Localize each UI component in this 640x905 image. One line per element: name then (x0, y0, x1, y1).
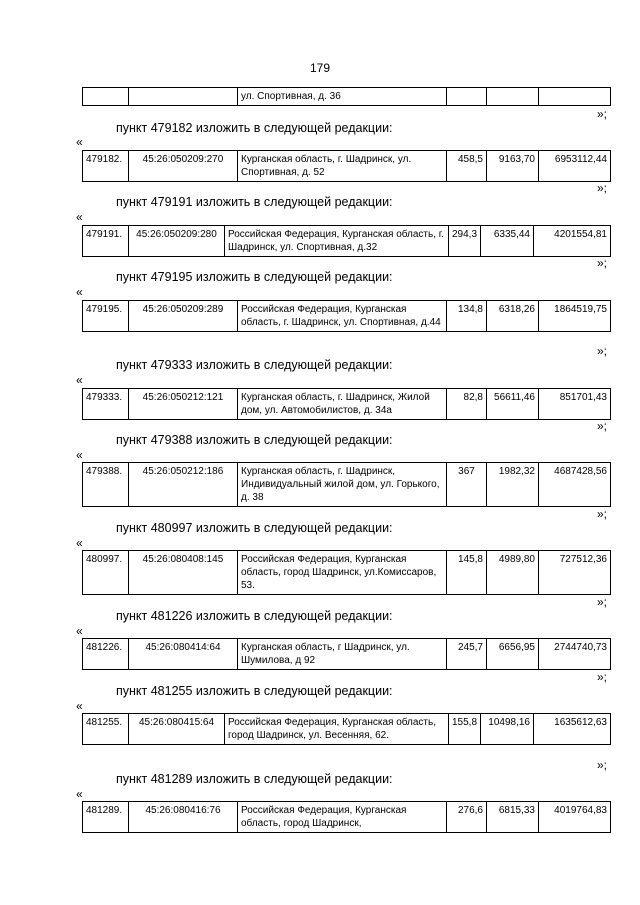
table-row (83, 151, 611, 182)
cell-value: 4201554,81 (534, 226, 611, 257)
cell-area: 458,5 (447, 151, 487, 182)
record-table (82, 388, 611, 420)
table-row (83, 389, 611, 420)
record-table (82, 300, 611, 332)
cell-number: 481255. (83, 714, 129, 745)
cell-area: 145,8 (447, 551, 487, 595)
cell-cadastral: 45:26:080415:64 (129, 714, 225, 745)
cell-address: Курганская область, г. Шадринск, Жилой дом, ул. Автомобилистов, д. 34а (238, 389, 447, 420)
table-row (83, 639, 611, 670)
closing-quote: »; (597, 181, 608, 195)
cell-number: 481289. (83, 802, 129, 833)
table-row (83, 301, 611, 332)
cell-area: 294,3 (449, 226, 481, 257)
cell-rate: 6318,26 (487, 301, 539, 332)
section-instruction: пункт 479195 изложить в следующей редакции: (116, 270, 393, 284)
closing-quote: »; (597, 256, 608, 270)
opening-quote: « (76, 210, 83, 224)
opening-quote: « (76, 285, 83, 299)
section-instruction: пункт 481226 изложить в следующей редакции: (116, 609, 393, 623)
cell-rate: 9163,70 (487, 151, 539, 182)
cell-rate: 10498,16 (481, 714, 534, 745)
cell-area: 245,7 (447, 639, 487, 670)
record-table (82, 462, 611, 507)
cell-area: 367 (447, 463, 487, 507)
cell-number: 479333. (83, 389, 129, 420)
section-instruction: пункт 481289 изложить в следующей редакции: (116, 772, 393, 786)
closing-quote: »; (597, 107, 608, 121)
cell-value: 851701,43 (539, 389, 611, 420)
cell-value: 1635612,63 (534, 714, 611, 745)
table-row (83, 88, 611, 106)
table-row (83, 226, 611, 257)
cell-address: Курганская область, г. Шадринск, Индивидуальный жилой дом, ул. Горького, д. 38 (238, 463, 447, 507)
cell-number: 479182. (83, 151, 129, 182)
cell-number: 480997. (83, 551, 129, 595)
cell-number: 479191. (83, 226, 129, 257)
record-table (82, 638, 611, 670)
cell-value (539, 88, 611, 106)
opening-quote: « (76, 699, 83, 713)
cell-value: 727512,36 (539, 551, 611, 595)
section-instruction: пункт 479388 изложить в следующей редакции: (116, 433, 393, 447)
cell-number: 479388. (83, 463, 129, 507)
cell-rate: 56611,46 (487, 389, 539, 420)
cell-rate: 6815,33 (487, 802, 539, 833)
cell-address: ул. Спортивная, д. 36 (238, 88, 447, 106)
page-number: 179 (309, 61, 331, 75)
closing-quote: »; (597, 507, 608, 521)
cell-number: 481226. (83, 639, 129, 670)
cell-address: Российская Федерация, Курганская область, г. Шадринск, ул. Спортивная, д.44 (238, 301, 447, 332)
opening-quote: « (76, 373, 83, 387)
cell-address: Курганская область, г Шадринск, ул. Шумилова, д 92 (238, 639, 447, 670)
cell-area (447, 88, 487, 106)
cell-address: Российская Федерация, Курганская область, город Шадринск, (238, 802, 447, 833)
section-instruction: пункт 480997 изложить в следующей редакции: (116, 521, 393, 535)
cell-cadastral: 45:26:080408:145 (129, 551, 238, 595)
cell-address: Российская Федерация, Курганская область, г. Шадринск, ул. Спортивная, д.32 (225, 226, 449, 257)
cell-cadastral: 45:26:050209:270 (129, 151, 238, 182)
record-table (82, 550, 611, 595)
cell-cadastral: 45:26:050212:121 (129, 389, 238, 420)
cell-number: 479195. (83, 301, 129, 332)
cell-value: 4019764,83 (539, 802, 611, 833)
cell-value: 1864519,75 (539, 301, 611, 332)
closing-quote: »; (597, 344, 608, 358)
opening-quote: « (76, 787, 83, 801)
opening-quote: « (76, 536, 83, 550)
record-table (82, 225, 611, 257)
cell-rate: 1982,32 (487, 463, 539, 507)
table-row (83, 802, 611, 833)
cell-cadastral: 45:26:050209:280 (129, 226, 225, 257)
closing-quote: »; (597, 758, 608, 772)
cell-area: 134,8 (447, 301, 487, 332)
opening-quote: « (76, 448, 83, 462)
cell-cadastral: 45:26:050212:186 (129, 463, 238, 507)
continuation-table (82, 87, 611, 106)
cell-area: 155,8 (449, 714, 481, 745)
section-instruction: пункт 479182 изложить в следующей редакции: (116, 121, 393, 135)
cell-number (83, 88, 129, 106)
closing-quote: »; (597, 595, 608, 609)
record-table (82, 713, 611, 745)
cell-address: Курганская область, г. Шадринск, ул. Спортивная, д. 52 (238, 151, 447, 182)
closing-quote: »; (597, 670, 608, 684)
section-instruction: пункт 479333 изложить в следующей редакции: (116, 358, 393, 372)
cell-value: 6953112,44 (539, 151, 611, 182)
cell-rate: 6656,95 (487, 639, 539, 670)
cell-address: Российская Федерация, Курганская область, город Шадринск, ул.Комиссаров, 53. (238, 551, 447, 595)
section-instruction: пункт 481255 изложить в следующей редакции: (116, 684, 393, 698)
cell-area: 276,6 (447, 802, 487, 833)
cell-cadastral: 45:26:050209:289 (129, 301, 238, 332)
opening-quote: « (76, 624, 83, 638)
table-row (83, 463, 611, 507)
cell-rate: 4989,80 (487, 551, 539, 595)
record-table (82, 801, 611, 833)
cell-rate (487, 88, 539, 106)
opening-quote: « (76, 135, 83, 149)
cell-value: 4687428,56 (539, 463, 611, 507)
table-row (83, 551, 611, 595)
cell-rate: 6335,44 (481, 226, 534, 257)
cell-address: Российская Федерация, Курганская область, город Шадринск, ул. Весенняя, 62. (225, 714, 449, 745)
cell-cadastral: 45:26:080414:64 (129, 639, 238, 670)
table-row (83, 714, 611, 745)
cell-area: 82,8 (447, 389, 487, 420)
closing-quote: »; (597, 419, 608, 433)
cell-cadastral (129, 88, 238, 106)
cell-value: 2744740,73 (539, 639, 611, 670)
record-table (82, 150, 611, 182)
section-instruction: пункт 479191 изложить в следующей редакции: (116, 195, 393, 209)
cell-cadastral: 45:26:080416:76 (129, 802, 238, 833)
